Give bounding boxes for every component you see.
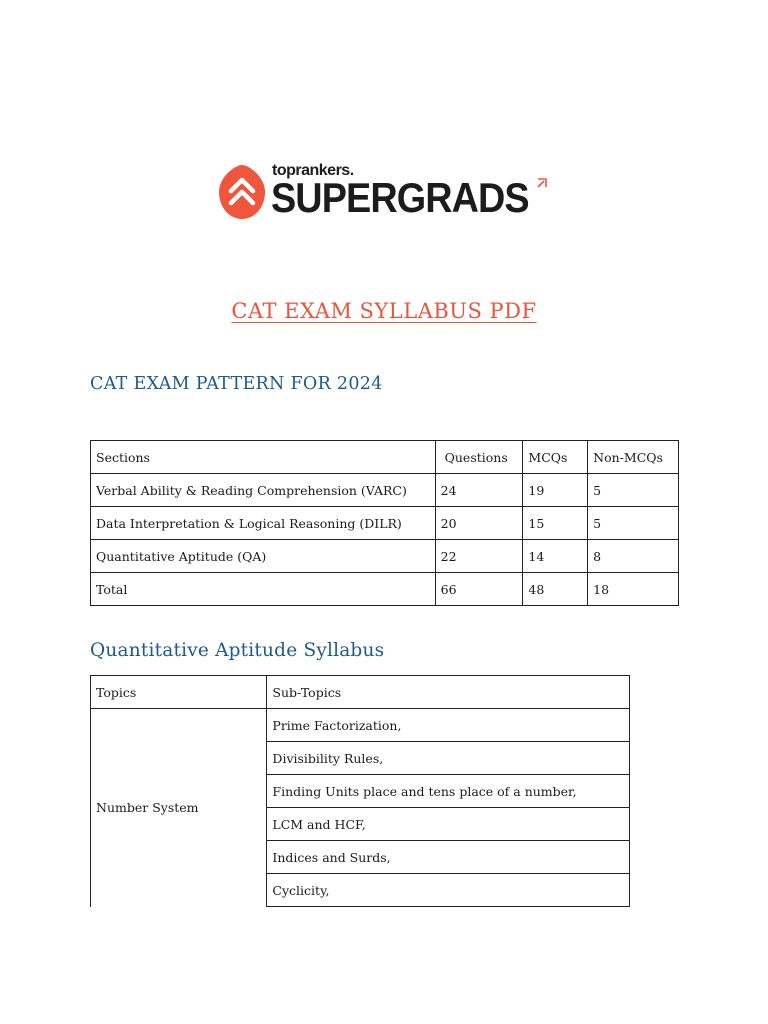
- table-header-cell: Sections: [91, 441, 436, 474]
- table-cell: Verbal Ability & Reading Comprehension (VARC): [91, 474, 436, 507]
- page-title: CAT EXAM SYLLABUS PDF: [231, 299, 537, 323]
- table-cell: 5: [588, 474, 679, 507]
- topic-cell: Number System: [91, 709, 267, 907]
- subtopic-cell: Divisibility Rules,: [267, 742, 630, 775]
- subtopic-cell: Prime Factorization,: [267, 709, 630, 742]
- table-cell: 14: [523, 540, 588, 573]
- subtopic-cell: LCM and HCF,: [267, 808, 630, 841]
- table-cell: 48: [523, 573, 588, 606]
- table-header-cell: Sub-Topics: [267, 676, 630, 709]
- table-header-row: [91, 676, 630, 709]
- table-cell: 18: [588, 573, 679, 606]
- table-header-cell: Non-MCQs: [588, 441, 679, 474]
- exam-pattern-table: [90, 440, 679, 606]
- table-row: [91, 474, 679, 507]
- table-row: [91, 573, 679, 606]
- exam-pattern-heading: CAT EXAM PATTERN FOR 2024: [90, 374, 383, 394]
- table-cell: Quantitative Aptitude (QA): [91, 540, 436, 573]
- table-header-cell: Topics: [91, 676, 267, 709]
- logo-small-text: toprankers.: [272, 162, 354, 179]
- table-header-cell: MCQs: [523, 441, 588, 474]
- table-cell: 8: [588, 540, 679, 573]
- qa-syllabus-table: [90, 675, 630, 907]
- subtopic-cell: Finding Units place and tens place of a number,: [267, 775, 630, 808]
- table-row: [91, 540, 679, 573]
- logo: [219, 163, 551, 221]
- table-cell: 22: [435, 540, 523, 573]
- table-cell: 5: [588, 507, 679, 540]
- table-cell: 24: [435, 474, 523, 507]
- table-row: [91, 709, 630, 742]
- table-cell: Total: [91, 573, 436, 606]
- table-cell: 19: [523, 474, 588, 507]
- double-chevron-up-icon: [219, 165, 265, 219]
- corner-arrow-icon: [536, 177, 548, 189]
- table-cell: 20: [435, 507, 523, 540]
- subtopic-cell: Indices and Surds,: [267, 841, 630, 874]
- table-cell: 15: [523, 507, 588, 540]
- table-cell: Data Interpretation & Logical Reasoning (DILR): [91, 507, 436, 540]
- table-row: [91, 507, 679, 540]
- logo-wordmark: SUPERGRADS: [271, 174, 529, 221]
- table-header-cell: Questions: [435, 441, 523, 474]
- table-cell: 66: [435, 573, 523, 606]
- subtopic-cell: Cyclicity,: [267, 874, 630, 907]
- table-header-row: [91, 441, 679, 474]
- qa-syllabus-heading: Quantitative Aptitude Syllabus: [90, 640, 385, 661]
